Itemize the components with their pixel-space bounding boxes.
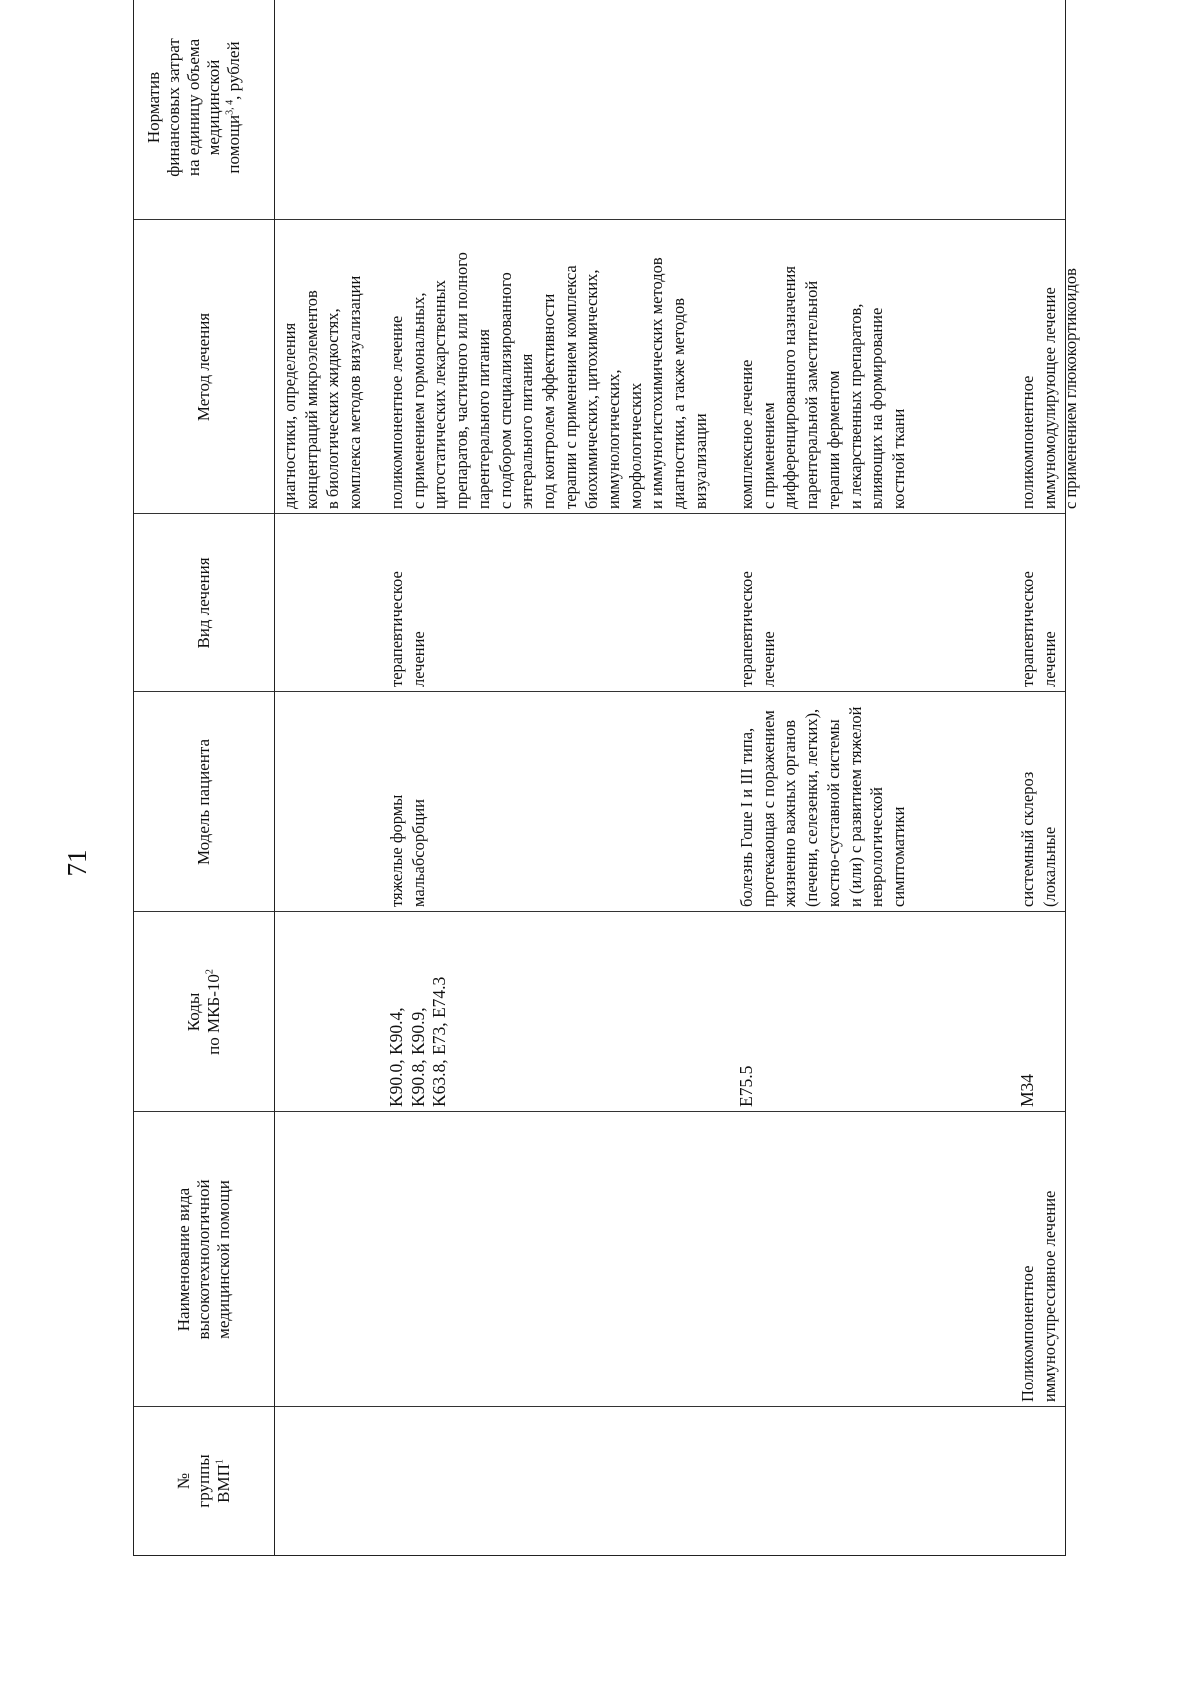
- row4-treatment-type: терапевтическое лечение: [1018, 571, 1059, 687]
- row2-model: тяжелые формы мальабсорбции: [387, 794, 428, 907]
- header-divider: [274, 0, 275, 1555]
- row2-treatment-type: терапевтическое лечение: [387, 571, 428, 687]
- row3-method: комплексное лечение с применением дифференцированного назначения парентеральной заместительной терапии ферментом и лекарственных препаратов, влияющих на формирование костной ткани: [737, 266, 908, 509]
- row4-codes: M34: [1017, 1073, 1037, 1107]
- row2-method: поликомпонентное лечение с применением гормональных, цитостатических лекарственных препаратов, частичного или полного парентерального питания с подбором специализированного энтерального питания под контролем эффективности терапии с применением комплекса биохимических, цитохимических, иммунологических, морфологических и иммуногистохимических методов диагностики, а также методов визуализации: [387, 252, 710, 509]
- row4-model: системный склероз (локальные: [1018, 771, 1059, 907]
- row4-name: Поликомпонентное иммуносупрессивное лечение: [1018, 1190, 1059, 1402]
- row3-treatment-type: терапевтическое лечение: [737, 571, 778, 687]
- row1-method: диагностики, определения концентраций микроэлементов в биологических жидкостях, комплекса методов визуализации: [280, 275, 365, 509]
- header-treatment-type: Вид лечения: [194, 557, 213, 649]
- header-name: Наименование вида высокотехнологичной медицинской помощи: [174, 1179, 233, 1340]
- header-model: Модель пациента: [194, 738, 213, 866]
- header-codes: Коды по МКБ-$10^2$: [184, 969, 223, 1055]
- header-group-no: № группы ВМП$^1$: [174, 1454, 233, 1508]
- row3-model: болезнь Гоше I и III типа, протекающая с поражением жизненно важных органов (печени, селезенки, легких), костно-суставной системы и (или) с развитием тяжелой неврологической симптоматики: [737, 706, 908, 907]
- treatment-table: [133, 0, 1081, 1556]
- page-number: 71: [62, 849, 92, 877]
- row2-codes: K90.0, K90.4, K90.8, K90.9, K63.8, E73, E74.3: [386, 976, 450, 1107]
- row3-codes: E75.5: [736, 1065, 756, 1107]
- header-method: Метод лечения: [194, 312, 213, 422]
- header-norm: Норматив финансовых затрат на единицу объема медицинской помощи$^{3, 4}$, рублей: [144, 38, 243, 177]
- row4-method: поликомпонентное иммуномодулирующее лечение с применением глюкокортикоидов: [1018, 268, 1081, 509]
